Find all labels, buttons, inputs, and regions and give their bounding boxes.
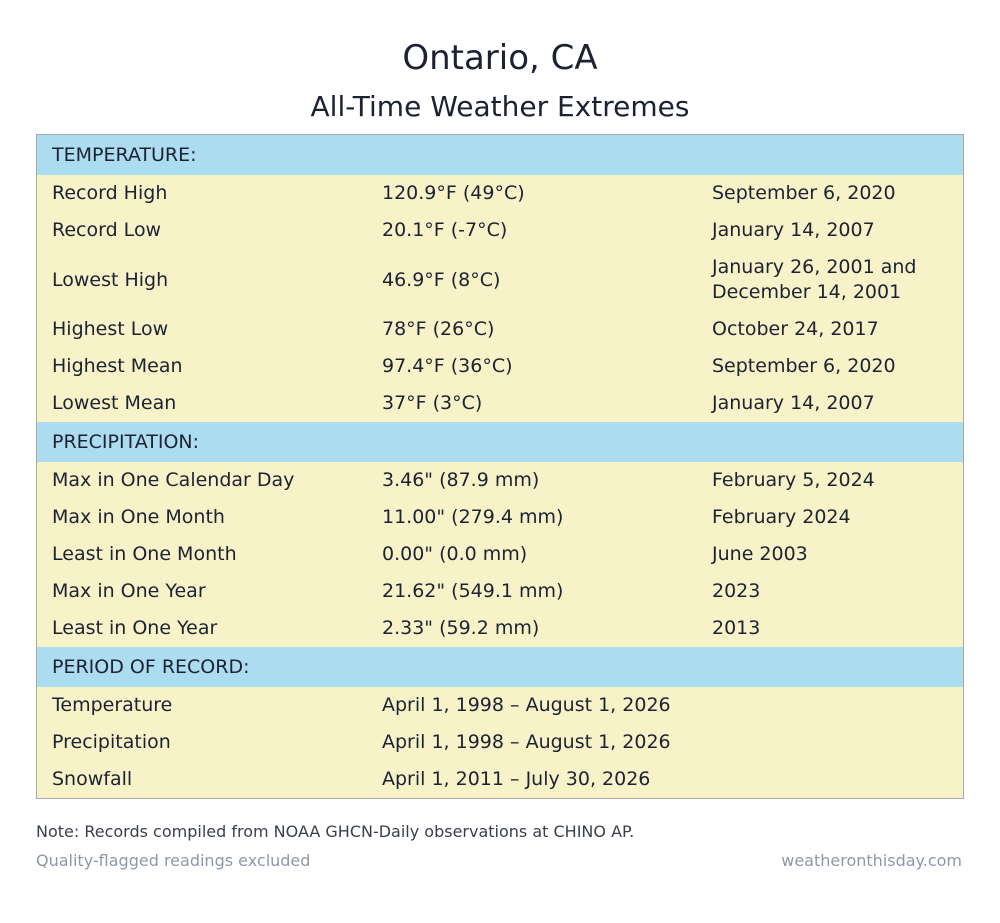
table-row: [37, 499, 963, 536]
table-row: [37, 573, 963, 610]
row-date: [712, 761, 957, 798]
section-header-temperature: TEMPERATURE:: [37, 135, 963, 175]
row-value: 78°F (26°C): [382, 318, 495, 340]
row-label: Temperature: [52, 694, 173, 716]
section-header-period-of-record: PERIOD OF RECORD:: [37, 647, 963, 687]
row-label: Lowest High: [52, 268, 169, 291]
row-label: Precipitation: [52, 731, 171, 753]
table-row: [37, 212, 963, 249]
table-row: [37, 175, 963, 212]
row-date: [712, 724, 957, 761]
table-row: [37, 761, 963, 798]
row-value: April 1, 2011 – July 30, 2026: [382, 768, 651, 790]
row-value: 11.00" (279.4 mm): [382, 506, 564, 528]
row-value: 20.1°F (-7°C): [382, 219, 508, 241]
row-date: [712, 687, 957, 724]
page-subtitle: All-Time Weather Extremes: [310, 90, 690, 123]
row-date: June 2003: [712, 543, 808, 565]
row-date: September 6, 2020: [712, 182, 896, 204]
table-row: [37, 536, 963, 573]
row-date: January 14, 2007: [712, 392, 875, 414]
footer-disclaimer: Quality-flagged readings excluded: [36, 851, 311, 870]
row-label: Max in One Month: [52, 506, 225, 528]
row-label: Max in One Year: [52, 580, 206, 602]
row-date: 2013: [712, 617, 761, 639]
row-label: Least in One Month: [52, 543, 237, 565]
row-value: 46.9°F (8°C): [382, 268, 501, 291]
table-row: [37, 249, 963, 311]
table-row: [37, 385, 963, 422]
row-value: 97.4°F (36°C): [382, 355, 513, 377]
row-label: Max in One Calendar Day: [52, 469, 295, 491]
row-date: February 5, 2024: [712, 469, 875, 491]
row-value: 37°F (3°C): [382, 392, 483, 414]
row-label: Snowfall: [52, 768, 133, 790]
row-value: April 1, 1998 – August 1, 2026: [382, 694, 671, 716]
row-value: April 1, 1998 – August 1, 2026: [382, 731, 671, 753]
table-row: [37, 687, 963, 724]
row-label: Record Low: [52, 219, 162, 241]
section-header-precipitation: PRECIPITATION:: [37, 422, 963, 462]
row-value: 21.62" (549.1 mm): [382, 580, 564, 602]
row-label: Least in One Year: [52, 617, 218, 639]
row-value: 0.00" (0.0 mm): [382, 543, 528, 565]
page-title: Ontario, CA: [402, 38, 598, 78]
row-date: January 14, 2007: [712, 219, 875, 241]
row-date: February 2024: [712, 506, 851, 528]
footer-source: weatheronthisday.com: [781, 851, 962, 870]
row-date: 2023: [712, 580, 761, 602]
table-row: [37, 348, 963, 385]
table-row: [37, 724, 963, 761]
table-row: [37, 462, 963, 499]
row-date: January 26, 2001 and December 14, 2001: [712, 256, 917, 303]
table-row: [37, 311, 963, 348]
row-value: 3.46" (87.9 mm): [382, 469, 540, 491]
row-value: 2.33" (59.2 mm): [382, 617, 540, 639]
row-label: Record High: [52, 182, 168, 204]
row-value: 120.9°F (49°C): [382, 182, 525, 204]
footnote: Note: Records compiled from NOAA GHCN-Daily observations at CHINO AP.: [36, 822, 635, 841]
table-row: [37, 610, 963, 647]
row-date: October 24, 2017: [712, 318, 879, 340]
row-label: Lowest Mean: [52, 392, 177, 414]
row-label: Highest Mean: [52, 355, 183, 377]
row-label: Highest Low: [52, 318, 169, 340]
extremes-table: [36, 134, 964, 799]
row-date: September 6, 2020: [712, 355, 896, 377]
